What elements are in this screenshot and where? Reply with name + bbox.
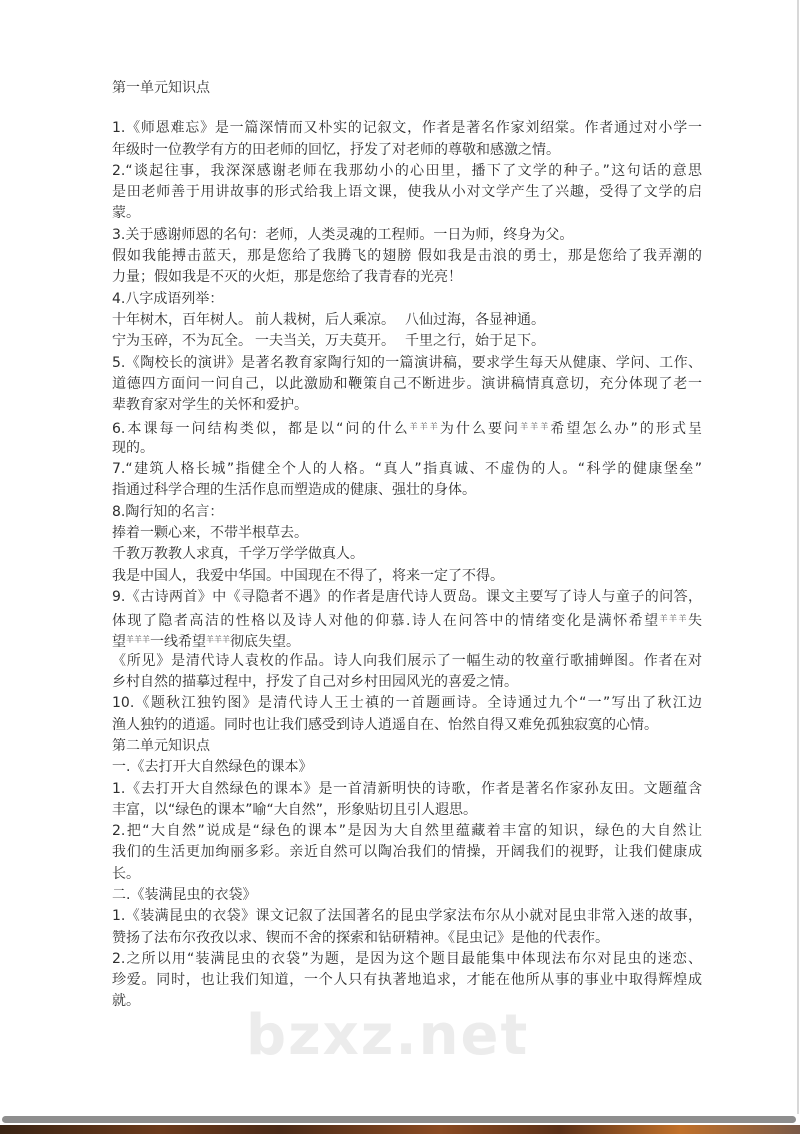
- text-line: [112, 608, 702, 629]
- text-line: 年级时一位教学有方的田老师的回忆，抒发了对老师的尊敬和感激之情。: [112, 141, 560, 158]
- text-segment: 彻底失望。: [230, 634, 300, 651]
- text-line: 3.关于感谢师恩的名句：老师，人类灵魂的工程师。一日为师，终身为父。: [112, 226, 574, 243]
- paragraph: [112, 736, 702, 757]
- text-segment: 希望怎么办”的形式呈: [550, 421, 703, 438]
- text-line: 是田老师善于用讲故事的形式给我上语文课，使我从小对文学产生了兴趣，受得了文学的启: [112, 184, 702, 201]
- text-line: 我是中国人，我爱中华国。中国现在不得了，将来一定了不得。: [112, 567, 504, 584]
- unit-title: 第一单元知识点: [112, 80, 210, 96]
- paragraph: [112, 885, 702, 906]
- idiom-row: [112, 310, 702, 331]
- text-line: 就。: [112, 993, 140, 1010]
- text-line: [112, 629, 702, 650]
- text-line: 长。: [112, 865, 140, 882]
- text-line: 蒙。: [112, 205, 140, 222]
- paragraph: [112, 544, 702, 565]
- text-line: 1.《去打开大自然绿色的课本》是一首清新明快的诗歌，作者是著名作家孙友田。文题蕴含: [112, 780, 702, 797]
- text-segment: 一线希望: [150, 634, 206, 651]
- text-line: 第二单元知识点: [112, 737, 210, 754]
- text-line: 《所见》是清代诗人袁枚的作品。诗人向我们展示了一幅生动的牧童行歌捕蝉图。作者在对: [112, 652, 702, 669]
- paragraph: [112, 566, 702, 587]
- paragraph: [112, 693, 702, 736]
- text-line: 9.《古诗两首》中《寻隐者不遇》的作者是唐代诗人贾岛。课文主要写了诗人与童子的问答，: [112, 588, 702, 605]
- text-segment: 为什么要问: [439, 421, 521, 438]
- paragraph: [112, 118, 702, 161]
- document-content: [112, 118, 702, 1012]
- paragraph: [112, 246, 702, 289]
- paragraph: [112, 651, 702, 694]
- text-segment: 望: [112, 634, 126, 651]
- garbled-arrow-symbol: 羊羊羊: [409, 422, 440, 432]
- paragraph: [112, 289, 702, 310]
- idiom: 千里之行，始于足下。: [405, 333, 545, 350]
- text-line: 一.《去打开大自然绿色的课本》: [112, 759, 313, 776]
- text-segment: 体现了隐者高洁的性格以及诗人对他的仰慕.诗人在问答中的情绪变化是满怀希望: [112, 613, 660, 630]
- paragraph: [112, 225, 702, 246]
- text-line: 辈教育家对学生的关怀和爱护。: [112, 397, 308, 414]
- text-line: 渔人独钓的逍遥。同时也让我们感受到诗人逍遥自在、怡然自得又难免孤独寂寞的心情。: [112, 716, 658, 733]
- text-line: 二.《装满昆虫的衣袋》: [112, 886, 257, 903]
- text-line: 2.“谈起往事，我深深感谢老师在我那幼小的心田里，播下了文学的种子。”这句话的意思: [112, 162, 702, 179]
- idiom: 八仙过海，各显神通。: [405, 311, 545, 328]
- text-line: 5.《陶校长的演讲》是著名教育家陶行知的一篇演讲稿，要求学生每天从健康、学问、工作、: [112, 354, 702, 371]
- text-line: 1.《装满昆虫的衣袋》课文记叙了法国著名的昆虫学家法布尔从小就对昆虫非常入迷的故事，: [112, 908, 702, 925]
- text-segment: 6.本课每一问结构类似，都是以“问的什么: [112, 421, 410, 438]
- text-line: 指通过科学合理的生活作息而塑造成的健康、强壮的身体。: [112, 482, 476, 499]
- horizontal-scrollbar[interactable]: [2, 1116, 796, 1123]
- text-line: 现的。: [112, 439, 154, 456]
- idiom: 十年树木，百年树人。: [112, 311, 252, 328]
- text-line: 赞扬了法布尔孜孜以求、锲而不舍的探索和钻研精神。《昆虫记》是他的代表作。: [112, 929, 609, 946]
- watermark: bzxz.net: [246, 1003, 530, 1068]
- text-line: [112, 416, 702, 437]
- paragraph: [112, 821, 702, 885]
- paragraph: [112, 779, 702, 822]
- text-line: 乡村自然的描摹过程中，抒发了自己对乡村田园风光的喜爱之情。: [112, 674, 518, 691]
- paragraph: [112, 416, 702, 459]
- text-line: 捧着一颗心来，不带半根草去。: [112, 524, 308, 541]
- background-image-strip: [0, 1125, 800, 1134]
- text-line: 力量；假如我是不灭的火炬，那是您给了我青春的光亮！: [112, 269, 462, 286]
- text-line: 假如我能搏击蓝天，那是您给了我腾飞的翅膀 假如我是击浪的勇士，那是您给了我弄潮的: [112, 248, 702, 265]
- text-line: 2.把“大自然”说成是“绿色的课本”是因为大自然里蕴藏着丰富的知识，绿色的大自然让: [112, 823, 702, 840]
- text-line: 道德四方面问一问自己，以此激励和鞭策自己不断进步。演讲稿情真意切，充分体现了老一: [112, 375, 702, 392]
- paragraph: [112, 161, 702, 225]
- garbled-arrow-symbol: 羊羊羊: [206, 635, 230, 645]
- text-line: 4.八字成语列举：: [112, 290, 224, 307]
- idiom: 宁为玉碎，不为瓦全。: [112, 333, 252, 350]
- text-segment: 失: [688, 613, 703, 630]
- paragraph: [112, 906, 702, 949]
- text-line: 8.陶行知的名言：: [112, 503, 224, 520]
- text-line: 7.“建筑人格长城”指健全个人的人格。“真人”指真诚、不虚伪的人。“科学的健康堡垒”: [112, 461, 702, 478]
- paragraph: [112, 310, 702, 353]
- garbled-arrow-symbol: 羊羊羊: [659, 614, 689, 624]
- paragraph: [112, 523, 702, 544]
- idiom: 前人栽树，后人乘凉。: [255, 311, 395, 328]
- paragraph: [112, 587, 702, 651]
- idiom-row: [112, 331, 702, 352]
- text-line: 千教万教教人求真，千学万学学做真人。: [112, 546, 364, 563]
- garbled-arrow-symbol: 羊羊羊: [520, 422, 551, 432]
- paragraph: [112, 353, 702, 417]
- document-body: [112, 78, 702, 1013]
- text-line: 珍爱。同时，也让我们知道，一个人只有执著地追求，才能在他所从事的事业中取得辉煌成: [112, 972, 702, 989]
- garbled-arrow-symbol: 羊羊羊: [126, 635, 150, 645]
- text-line: 我们的生活更加绚丽多彩。亲近自然可以陶冶我们的情操，开阔我们的视野，让我们健康成: [112, 844, 702, 861]
- text-line: 2.之所以用“装满昆虫的衣袋”为题，是因为这个题目最能集中体现法布尔对昆虫的迷恋、: [112, 950, 702, 967]
- text-line: 10.《题秋江独钓图》是清代诗人王士禛的一首题画诗。全诗通过九个“一”写出了秋江边: [112, 695, 702, 712]
- text-line: 1.《师恩难忘》是一篇深情而又朴实的记叙文，作者是著名作家刘绍棠。作者通过对小学一: [112, 120, 702, 137]
- paragraph: [112, 757, 702, 778]
- text-line: 丰富，以“绿色的课本”喻“大自然”，形象贴切且引人遐思。: [112, 801, 478, 818]
- paragraph: [112, 502, 702, 523]
- paragraph: [112, 459, 702, 502]
- idiom: 一夫当关，万夫莫开。: [255, 333, 395, 350]
